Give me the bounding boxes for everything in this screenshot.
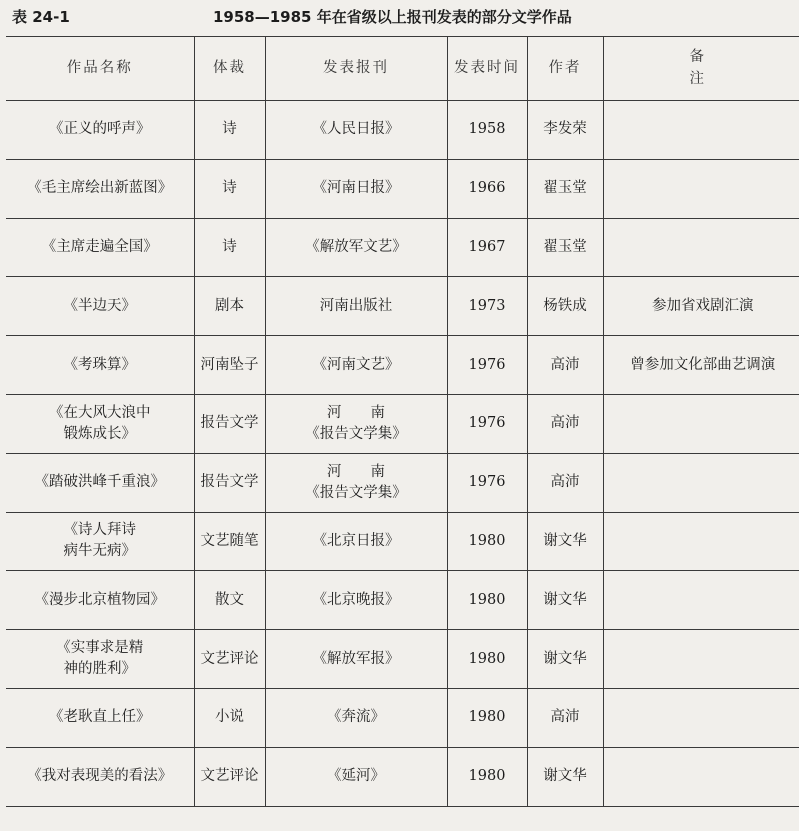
work-title: 《踏破洪峰千重浪》 <box>34 474 165 491</box>
publication: 《北京晚报》 <box>312 591 400 608</box>
work-title-cell <box>6 630 194 689</box>
publication-cell <box>265 159 447 218</box>
literary-works-table <box>6 36 799 807</box>
remark-cell <box>603 218 799 277</box>
table-row <box>6 571 799 630</box>
publication: 河南出版社 <box>319 297 393 314</box>
table-title: 1958—1985 年在省级以上报刊发表的部分文学作品 <box>213 8 572 26</box>
remark-cell <box>603 394 799 453</box>
work-title: 《考珠算》 <box>63 356 136 373</box>
table-row <box>6 218 799 277</box>
author-cell: 谢文华 <box>527 512 603 571</box>
publication-cell <box>265 630 447 689</box>
genre-cell: 文艺随笔 <box>194 512 265 571</box>
publication: 河 南 <box>327 404 385 421</box>
publication-cell <box>265 277 447 336</box>
table-row <box>6 277 799 336</box>
author-cell: 谢文华 <box>527 630 603 689</box>
work-title: 《主席走遍全国》 <box>41 238 158 255</box>
work-title: 《老耿直上任》 <box>49 709 151 726</box>
publication-cell <box>265 747 447 806</box>
remark-cell <box>603 571 799 630</box>
genre-cell: 报告文学 <box>194 394 265 453</box>
remark-cell <box>603 159 799 218</box>
work-title: 神的胜利》 <box>63 661 136 678</box>
work-title: 《正义的呼声》 <box>49 121 151 138</box>
table-row <box>6 453 799 512</box>
work-title-cell <box>6 453 194 512</box>
genre-cell: 河南坠子 <box>194 336 265 395</box>
publication-cell <box>265 394 447 453</box>
author-cell: 高沛 <box>527 394 603 453</box>
work-title-cell <box>6 336 194 395</box>
genre-cell: 文艺评论 <box>194 630 265 689</box>
year-cell: 1967 <box>447 218 527 277</box>
publication: 《奔流》 <box>327 709 385 726</box>
author-cell: 谢文华 <box>527 571 603 630</box>
remark-cell: 参加省戏剧汇演 <box>603 277 799 336</box>
year-cell: 1980 <box>447 512 527 571</box>
publication: 河 南 <box>327 463 385 480</box>
work-title-cell <box>6 571 194 630</box>
table-body <box>6 101 799 807</box>
header-genre: 体裁 <box>194 37 265 101</box>
year-cell: 1973 <box>447 277 527 336</box>
table-id: 表 24-1 <box>12 8 70 26</box>
header-year: 发表时间 <box>447 37 527 101</box>
author-cell: 高沛 <box>527 688 603 747</box>
header-publication: 发表报刊 <box>265 37 447 101</box>
publication-cell <box>265 688 447 747</box>
genre-cell: 诗 <box>194 159 265 218</box>
work-title: 病牛无病》 <box>63 543 136 560</box>
year-cell: 1980 <box>447 630 527 689</box>
table-row <box>6 336 799 395</box>
author-cell: 翟玉堂 <box>527 159 603 218</box>
work-title: 《在大风大浪中 <box>49 404 151 421</box>
genre-cell: 诗 <box>194 101 265 160</box>
remark-cell <box>603 101 799 160</box>
genre-cell: 小说 <box>194 688 265 747</box>
work-title: 《我对表现美的看法》 <box>27 768 173 785</box>
work-title-cell <box>6 159 194 218</box>
author-cell: 翟玉堂 <box>527 218 603 277</box>
genre-cell: 报告文学 <box>194 453 265 512</box>
work-title-cell <box>6 688 194 747</box>
work-title: 《漫步北京植物园》 <box>34 591 165 608</box>
remark-cell <box>603 747 799 806</box>
table-row <box>6 688 799 747</box>
table-row <box>6 159 799 218</box>
table-caption <box>0 4 799 32</box>
year-cell: 1966 <box>447 159 527 218</box>
publication-cell <box>265 218 447 277</box>
year-cell: 1976 <box>447 336 527 395</box>
publication-cell <box>265 453 447 512</box>
publication: 《报告文学集》 <box>305 425 407 442</box>
header-title: 作品名称 <box>6 37 194 101</box>
work-title: 锻炼成长》 <box>63 425 136 442</box>
year-cell: 1980 <box>447 571 527 630</box>
genre-cell: 散文 <box>194 571 265 630</box>
publication: 《人民日报》 <box>312 121 400 138</box>
genre-cell: 文艺评论 <box>194 747 265 806</box>
author-cell: 谢文华 <box>527 747 603 806</box>
header-row <box>6 37 799 101</box>
publication: 《河南文艺》 <box>312 356 400 373</box>
author-cell: 高沛 <box>527 453 603 512</box>
author-cell: 高沛 <box>527 336 603 395</box>
remark-cell <box>603 512 799 571</box>
remark-cell <box>603 688 799 747</box>
work-title: 《毛主席绘出新蓝图》 <box>27 180 173 197</box>
work-title: 《实事求是精 <box>56 640 144 657</box>
year-cell: 1976 <box>447 453 527 512</box>
table-row <box>6 101 799 160</box>
header-author: 作者 <box>527 37 603 101</box>
work-title-cell <box>6 101 194 160</box>
publication-cell <box>265 512 447 571</box>
publication: 《河南日报》 <box>312 180 400 197</box>
publication: 《解放军报》 <box>312 650 400 667</box>
year-cell: 1980 <box>447 688 527 747</box>
work-title-cell <box>6 394 194 453</box>
year-cell: 1980 <box>447 747 527 806</box>
author-cell: 杨铁成 <box>527 277 603 336</box>
work-title: 《半边天》 <box>63 297 136 314</box>
publication-cell <box>265 101 447 160</box>
remark-cell: 曾参加文化部曲艺调演 <box>603 336 799 395</box>
table-row <box>6 747 799 806</box>
publication: 《北京日报》 <box>312 532 400 549</box>
remark-cell <box>603 630 799 689</box>
author-cell: 李发荣 <box>527 101 603 160</box>
work-title-cell <box>6 747 194 806</box>
work-title-cell <box>6 277 194 336</box>
work-title: 《诗人拜诗 <box>63 522 136 539</box>
publication-cell <box>265 571 447 630</box>
publication: 《报告文学集》 <box>305 484 407 501</box>
table-row <box>6 394 799 453</box>
publication: 《解放军文艺》 <box>305 238 407 255</box>
genre-cell: 诗 <box>194 218 265 277</box>
genre-cell: 剧本 <box>194 277 265 336</box>
publication-cell <box>265 336 447 395</box>
work-title-cell <box>6 218 194 277</box>
year-cell: 1976 <box>447 394 527 453</box>
work-title-cell <box>6 512 194 571</box>
table-row <box>6 630 799 689</box>
publication: 《延河》 <box>327 768 385 785</box>
remark-cell <box>603 453 799 512</box>
header-remark: 备注 <box>603 37 799 101</box>
year-cell: 1958 <box>447 101 527 160</box>
table-row <box>6 512 799 571</box>
